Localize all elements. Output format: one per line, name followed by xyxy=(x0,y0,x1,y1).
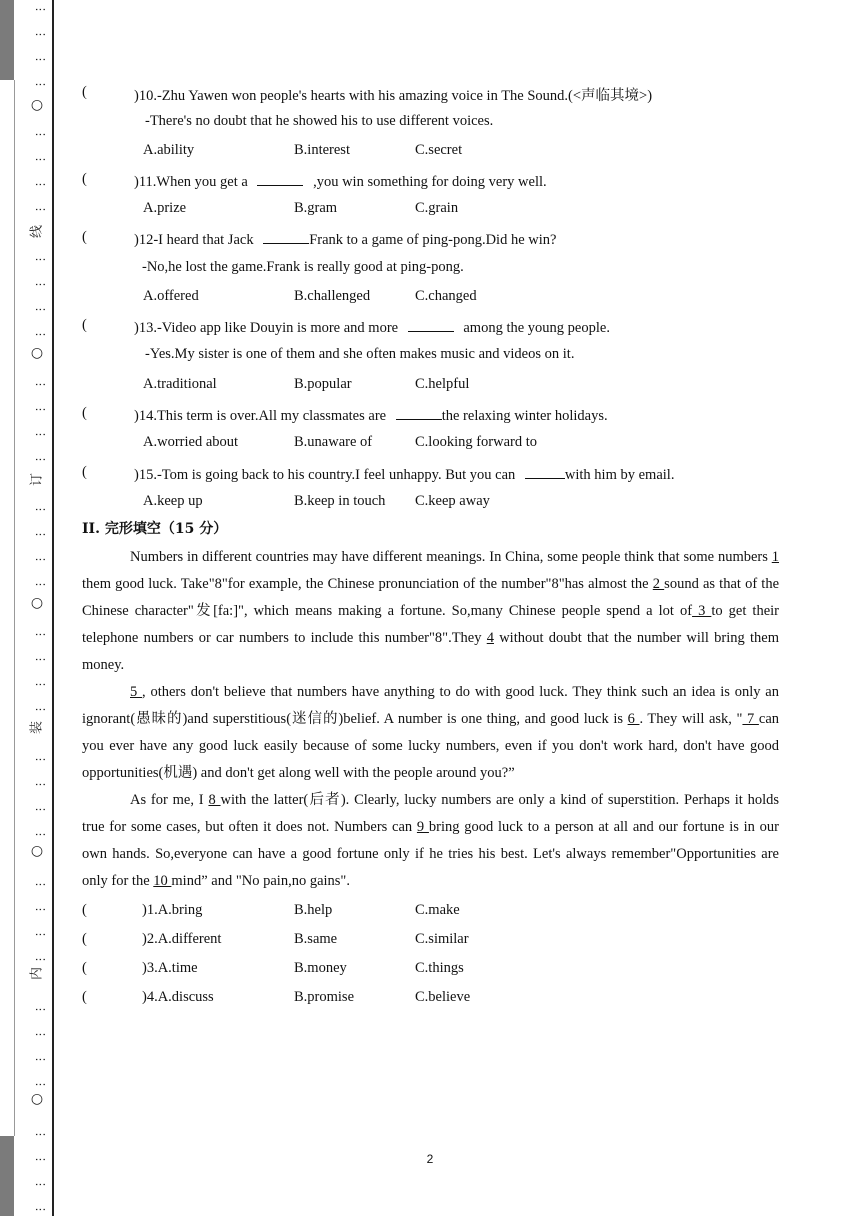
margin-dots: ⋮ xyxy=(34,1154,47,1165)
para-text: to get their telephone numbers or car numbers to include this number"8".They xyxy=(82,603,779,646)
question-text-end: the relaxing winter holidays. xyxy=(441,408,608,424)
answer-paren: ( xyxy=(82,464,87,480)
margin-label: 线 xyxy=(29,225,45,239)
option-b: B.interest xyxy=(294,142,350,158)
question-text-row xyxy=(134,317,610,337)
question-text-row xyxy=(134,405,608,425)
option-a: A.keep up xyxy=(143,493,203,509)
margin-dots: ⋮ xyxy=(34,179,47,190)
question-text: )11.When you get a xyxy=(134,174,248,190)
margin-dots: ⋮ xyxy=(34,779,47,790)
option-b: B.keep in touch xyxy=(294,493,386,509)
para-text: with the latter(后者). Clearly, lucky numbers are only a kind of superstition. Perhaps it holds true for some cases, but often it does not. Numbers can xyxy=(82,792,780,835)
margin-dots: ⋮ xyxy=(34,54,47,65)
answer-paren: ( xyxy=(82,171,87,187)
question-12-response: -No,he lost the game.Frank is really good at ping-pong. xyxy=(142,259,464,275)
margin-dots: ⋮ xyxy=(34,1004,47,1015)
margin-dots: ⋮ xyxy=(34,579,47,590)
option-b: B.same xyxy=(294,931,338,947)
margin-dots: ⋮ xyxy=(34,829,47,840)
question-13-response: -Yes.My sister is one of them and she often makes music and videos on it. xyxy=(145,346,575,362)
question-text-end: with him by email. xyxy=(564,467,675,483)
margin-dots: ⋮ xyxy=(34,529,47,540)
margin-dots: ⋮ xyxy=(34,1029,47,1040)
option-b: B.popular xyxy=(294,376,352,392)
margin-dots: ⋮ xyxy=(34,904,47,915)
option-a: )1.A.bring xyxy=(142,902,203,918)
cloze-blank-3[interactable]: 3 xyxy=(692,603,712,619)
cloze-blank-7[interactable]: 7 xyxy=(742,711,759,727)
margin-dots: ⋮ xyxy=(34,629,47,640)
margin-circle-icon: ○ xyxy=(30,345,44,361)
question-text-end: ,you win something for doing very well. xyxy=(313,174,547,190)
answer-blank[interactable] xyxy=(525,464,565,479)
binding-margin xyxy=(0,0,52,1216)
answer-paren: ( xyxy=(82,317,87,333)
option-b: B.unaware of xyxy=(294,434,373,450)
answer-blank[interactable] xyxy=(257,171,303,186)
answer-blank[interactable] xyxy=(263,229,309,244)
cloze-blank-1[interactable]: 1 xyxy=(771,549,779,565)
cloze-blank-10[interactable]: 10 xyxy=(153,873,172,889)
question-text-row xyxy=(134,464,674,484)
margin-dots: ⋮ xyxy=(34,154,47,165)
cloze-blank-9[interactable]: 9 xyxy=(416,819,429,835)
margin-edge-line xyxy=(14,80,15,1136)
option-c: C.make xyxy=(415,902,460,918)
margin-dots: ⋮ xyxy=(34,129,47,140)
option-a: )3.A.time xyxy=(142,960,198,976)
margin-label: 装 xyxy=(29,721,45,735)
para-text: . They will ask, " xyxy=(639,711,743,727)
margin-dots: ⋮ xyxy=(34,454,47,465)
margin-circle-icon: ○ xyxy=(30,1091,44,1107)
option-b: B.promise xyxy=(294,989,355,1005)
margin-dots: ⋮ xyxy=(34,329,47,340)
margin-dots: ⋮ xyxy=(34,954,47,965)
answer-paren: ( xyxy=(82,960,87,976)
margin-dots: ⋮ xyxy=(34,929,47,940)
section-title-cloze: II. 完形填空（15 分） xyxy=(82,521,228,537)
question-text: )13.-Video app like Douyin is more and more xyxy=(134,320,399,336)
margin-dots: ⋮ xyxy=(34,79,47,90)
option-c: C.looking forward to xyxy=(415,434,538,450)
margin-label: 内 xyxy=(29,967,45,981)
option-a: A.offered xyxy=(143,288,199,304)
margin-dots: ⋮ xyxy=(34,304,47,315)
option-b: B.challenged xyxy=(294,288,371,304)
margin-dots: ⋮ xyxy=(34,279,47,290)
margin-circle-icon: ○ xyxy=(30,595,44,611)
option-b: B.money xyxy=(294,960,347,976)
margin-dots: ⋮ xyxy=(34,404,47,415)
answer-paren: ( xyxy=(82,989,87,1005)
margin-dots: ⋮ xyxy=(34,379,47,390)
option-a: A.traditional xyxy=(143,376,217,392)
option-a: )2.A.different xyxy=(142,931,222,947)
option-c: C.secret xyxy=(415,142,463,158)
margin-gray-block-top xyxy=(0,0,14,80)
para-text: mind” and "No pain,no gains". xyxy=(171,873,350,889)
question-text: )12-I heard that Jack xyxy=(134,232,254,248)
binding-line xyxy=(52,0,54,1216)
question-text-end: Frank to a game of ping-pong.Did he win? xyxy=(309,232,557,248)
margin-dots: ⋮ xyxy=(34,204,47,215)
para-text: them good luck. Take"8"for example, the Chinese pronunciation of the number"8"has almost the xyxy=(82,576,653,592)
cloze-blank-6[interactable]: 6 xyxy=(627,711,640,727)
option-b: B.gram xyxy=(294,200,338,216)
margin-dots: ⋮ xyxy=(34,1054,47,1065)
margin-dots: ⋮ xyxy=(34,804,47,815)
option-c: C.things xyxy=(415,960,464,976)
margin-dots: ⋮ xyxy=(34,1079,47,1090)
option-a: A.worried about xyxy=(143,434,239,450)
margin-label: 订 xyxy=(29,473,45,487)
question-text-row xyxy=(134,171,547,191)
margin-dots: ⋮ xyxy=(34,429,47,440)
question-text-row xyxy=(134,229,556,249)
margin-dots: ⋮ xyxy=(34,4,47,15)
option-a: A.ability xyxy=(143,142,195,158)
option-c: C.keep away xyxy=(415,493,490,509)
option-c: C.grain xyxy=(415,200,459,216)
para-text: Numbers in different countries may have different meanings. In China, some people think that some numbers xyxy=(130,549,772,565)
margin-dots: ⋮ xyxy=(34,1179,47,1190)
margin-dots: ⋮ xyxy=(34,704,47,715)
margin-dots: ⋮ xyxy=(34,754,47,765)
margin-dots: ⋮ xyxy=(34,654,47,665)
option-c: C.similar xyxy=(415,931,469,947)
para-text: sound as that of the Chinese character"发[fa:]", which means making a fortune. So,many Chinese people spend a lot of xyxy=(82,576,780,619)
answer-paren: ( xyxy=(82,84,87,100)
question-text: )10.-Zhu Yawen won people's hearts with his amazing voice in The Sound.(<声临其境>) xyxy=(134,88,653,104)
para-text: can you ever have any good luck easily because of some lucky numbers, even if you don't work hard, don't have good opportunities(机遇) and don't get along well with the people around you?” xyxy=(82,711,780,781)
cloze-blank-5[interactable]: 5 xyxy=(130,684,143,700)
margin-circle-icon: ○ xyxy=(30,97,44,113)
option-a: )4.A.discuss xyxy=(142,989,214,1005)
answer-paren: ( xyxy=(82,902,87,918)
answer-paren: ( xyxy=(82,229,87,245)
option-c: C.believe xyxy=(415,989,471,1005)
cloze-paragraph-3 xyxy=(82,787,779,895)
question-text: )15.-Tom is going back to his country.I feel unhappy. But you can xyxy=(134,467,516,483)
cloze-blank-8[interactable]: 8 xyxy=(208,792,221,808)
margin-dots: ⋮ xyxy=(34,504,47,515)
margin-dots: ⋮ xyxy=(34,1129,47,1140)
answer-blank[interactable] xyxy=(396,405,442,420)
margin-dots: ⋮ xyxy=(34,554,47,565)
option-c: C.helpful xyxy=(415,376,470,392)
option-c: C.changed xyxy=(415,288,477,304)
margin-dots: ⋮ xyxy=(34,679,47,690)
option-a: A.prize xyxy=(143,200,187,216)
cloze-blank-4[interactable]: 4 xyxy=(486,630,494,646)
para-text: , others don't believe that numbers have anything to do with good luck. They think such an idea is only an ignorant(愚昧的)and superstitious(迷信的)belief. A number is one thing, and good luck is xyxy=(82,684,779,727)
cloze-blank-2[interactable]: 2 xyxy=(652,576,665,592)
answer-paren: ( xyxy=(82,405,87,421)
answer-paren: ( xyxy=(82,931,87,947)
para-text: without doubt that the number will bring them money. xyxy=(82,630,779,673)
question-10-response: -There's no doubt that he showed his to use different voices. xyxy=(145,113,494,129)
cloze-paragraph-1 xyxy=(82,544,779,679)
question-text-end: among the young people. xyxy=(463,320,610,336)
cloze-paragraph-2 xyxy=(82,679,779,787)
question-text: )14.This term is over.All my classmates are xyxy=(134,408,387,424)
margin-dots: ⋮ xyxy=(34,1204,47,1215)
option-b: B.help xyxy=(294,902,333,918)
para-text: As for me, I xyxy=(130,792,209,808)
page-number: 2 xyxy=(426,1152,434,1166)
margin-circle-icon: ○ xyxy=(30,843,44,859)
answer-blank[interactable] xyxy=(408,317,454,332)
para-text: bring good luck to a person at all and our fortune is in our own hands. So,everyone can have a good fortune only if he tries his best. Let's always remember"Opportunities are only for the xyxy=(82,819,779,889)
margin-dots: ⋮ xyxy=(34,29,47,40)
binding-dots-column xyxy=(28,0,46,1216)
margin-dots: ⋮ xyxy=(34,879,47,890)
margin-dots: ⋮ xyxy=(34,254,47,265)
margin-gray-block-bottom xyxy=(0,1136,14,1216)
